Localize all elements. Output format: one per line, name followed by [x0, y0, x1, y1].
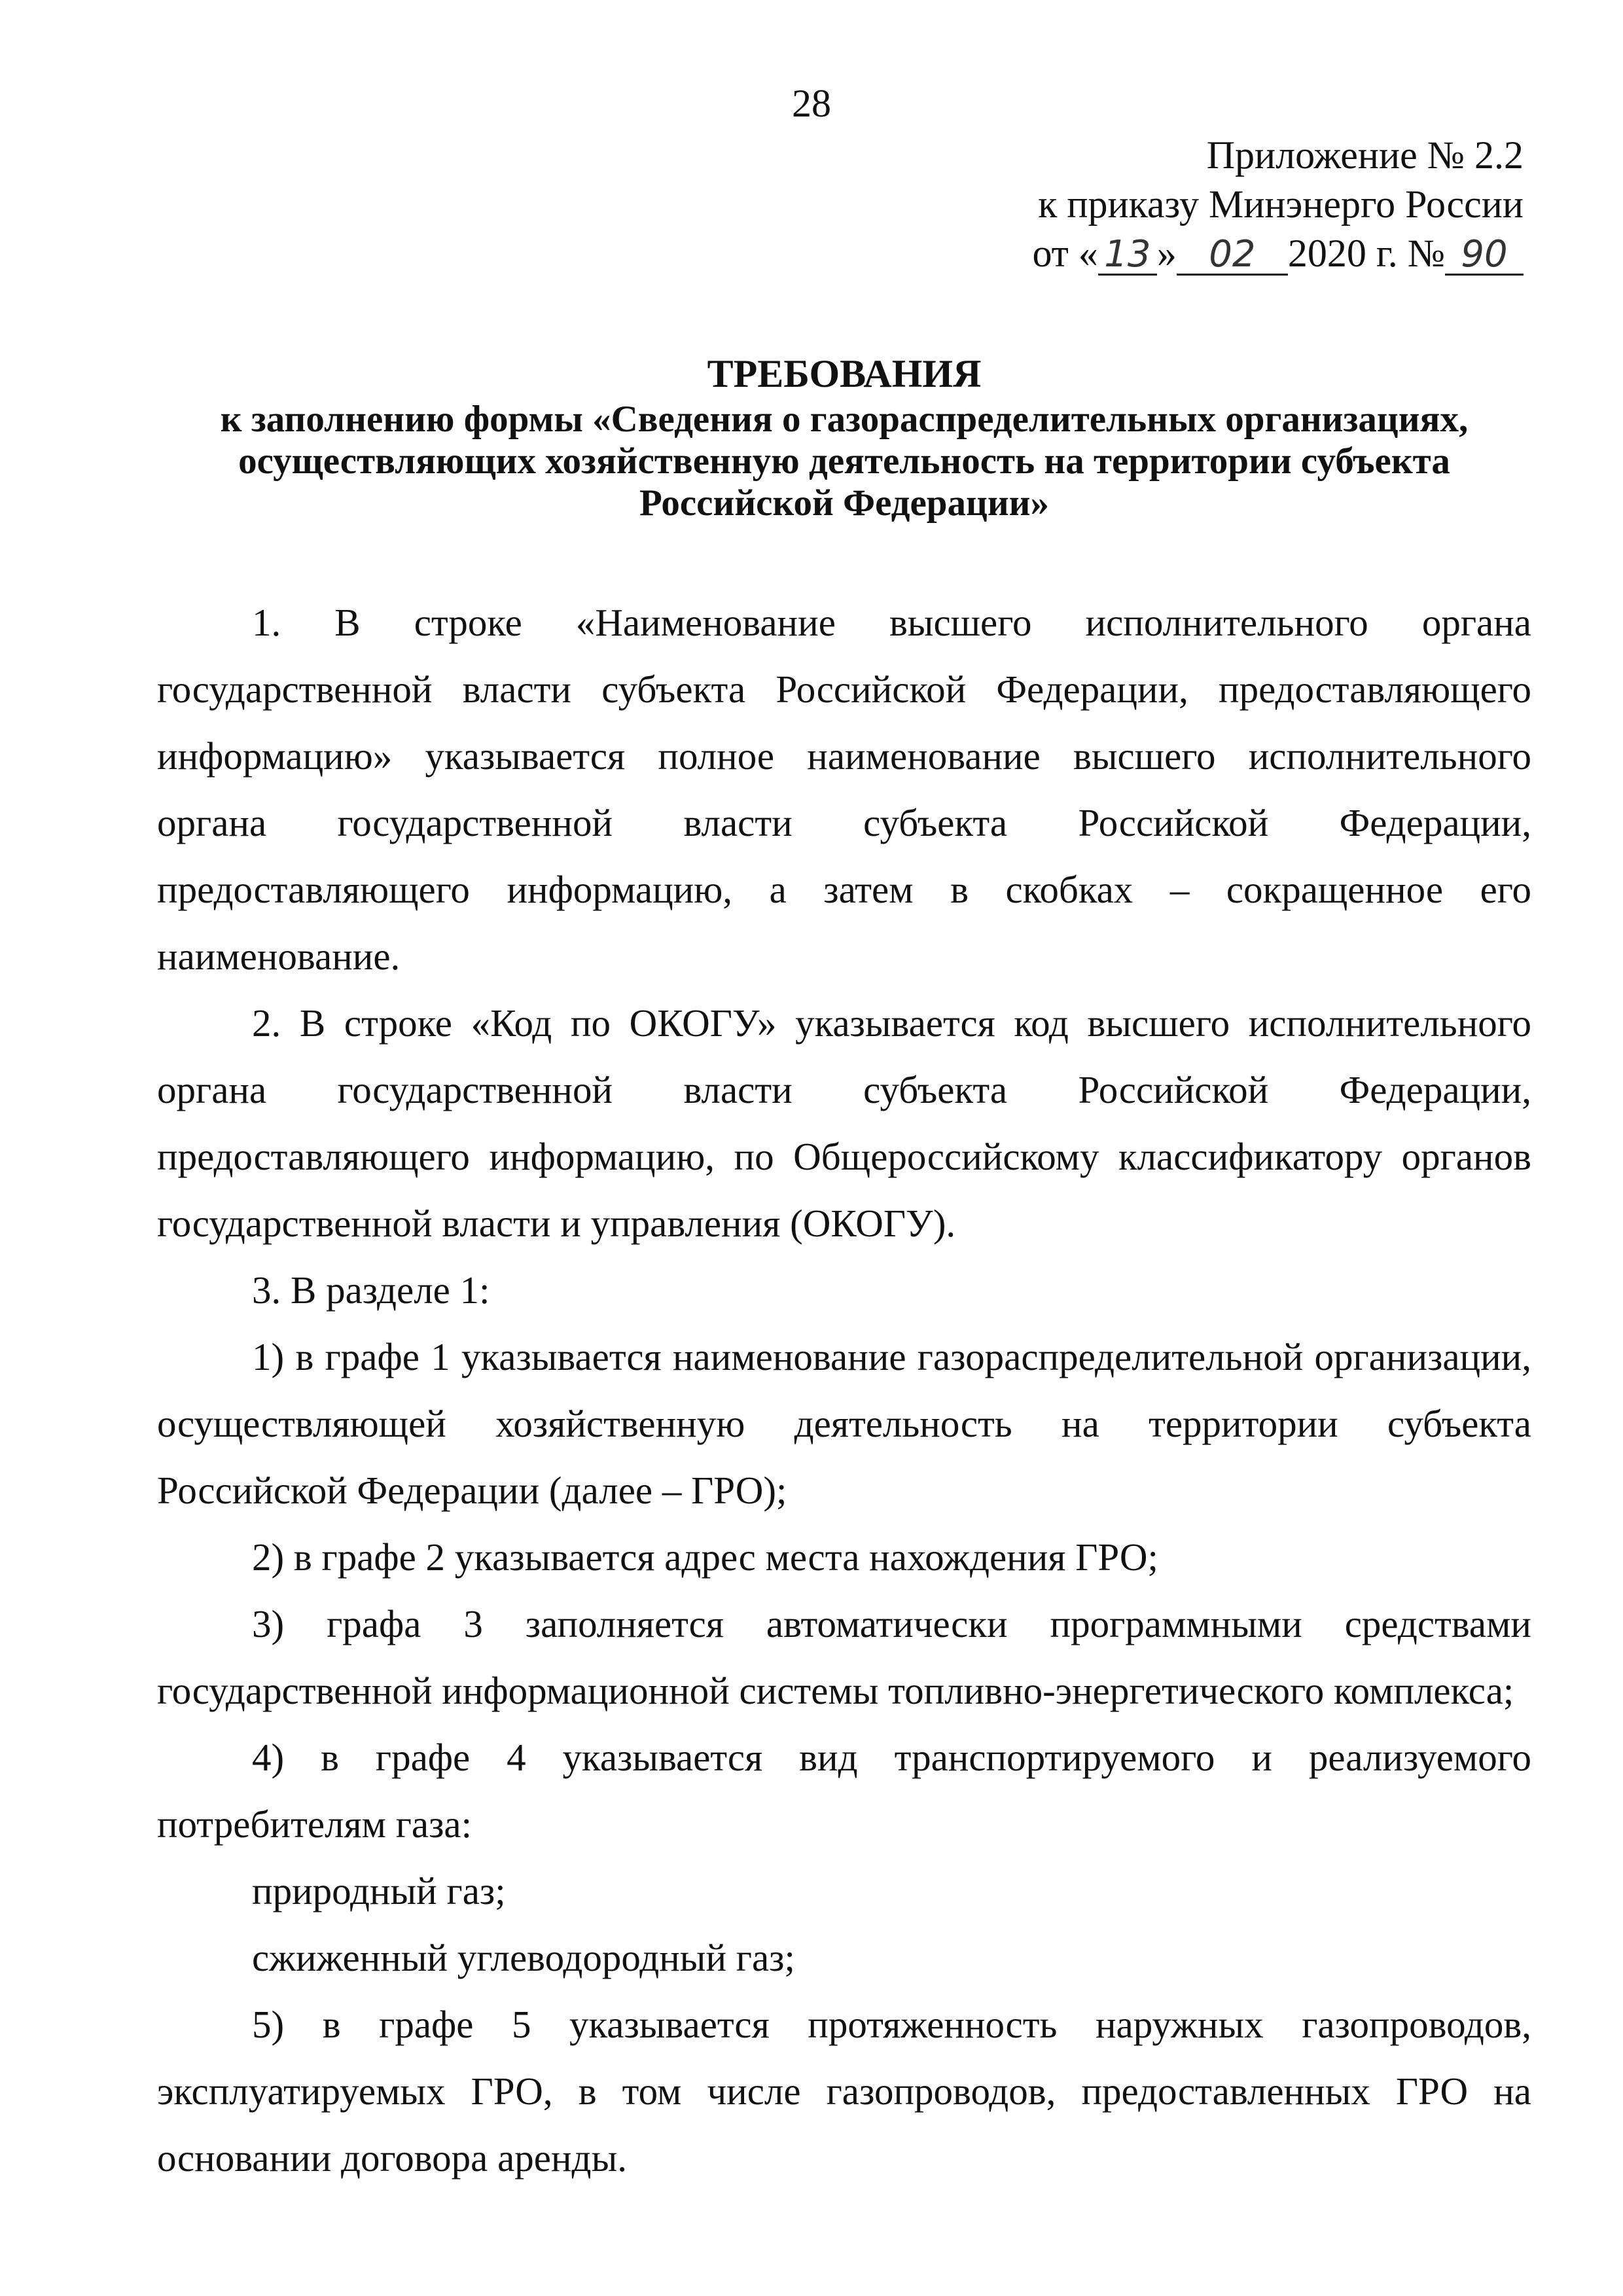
gas-type-liquefied: сжиженный углеводородный газ; [252, 1936, 795, 1979]
paragraph-3: 3. В разделе 1: [252, 1268, 490, 1312]
paragraph-2: 2. В строке «Код по ОКОГУ» указывается код высшего исполнительного органа государственной власти субъекта Российской Федерации, предоставляющего информацию, по Общероссийскому классификатору органов государственной власти и управления (ОКОГУ). [157, 1001, 1531, 1245]
appendix-order-ref: к приказу Минэнерго России [1038, 183, 1524, 226]
page-number: 28 [792, 82, 831, 125]
date-day-handwritten: 13 [1098, 236, 1157, 276]
gas-type-natural: природный газ; [252, 1869, 506, 1912]
appendix-header [869, 131, 1524, 278]
paragraph-3-item-5: 5) в графе 5 указывается протяженность наружных газопроводов, эксплуатируемых ГРО, в том числе газопроводов, предоставленных ГРО на основании договора аренды. [157, 2003, 1531, 2179]
paragraph-3-item-3: 3) графа 3 заполняется автоматически программными средствами государственной информационной системы топливно-энергетического комплекса; [157, 1602, 1531, 1712]
date-suffix: 2020 г. № [1287, 232, 1445, 275]
appendix-number: Приложение № 2.2 [1206, 134, 1524, 177]
paragraph-1: 1. В строке «Наименование высшего исполнительного органа государственной власти субъекта Российской Федерации, предоставляющего информацию» указывается полное наименование высшего исполнительного органа государственной власти субъекта Российской Федерации, предоставляющего информацию, а затем в скобках – сокращенное его наименование. [157, 601, 1531, 978]
paragraph-3-item-4: 4) в графе 4 указывается вид транспортируемого и реализуемого потребителям газа: [157, 1736, 1531, 1846]
date-month-handwritten: 02 [1177, 236, 1288, 276]
date-mid: » [1156, 232, 1177, 275]
date-prefix: от « [1032, 232, 1098, 275]
title-subtitle: к заполнению формы «Сведения о газораспределительных организациях, осуществляющих хозяйственную деятельность на территории субъекта Российской Федерации» [220, 399, 1469, 524]
title-main: ТРЕБОВАНИЯ [707, 352, 982, 395]
appendix-date-line [869, 229, 1524, 278]
document-body [157, 589, 1531, 2191]
paragraph-3-item-1: 1) в графе 1 указывается наименование газораспределительной организации, осуществляющей хозяйственную деятельность на территории субъекта Российской Федерации (далее – ГРО); [157, 1335, 1531, 1512]
paragraph-3-item-2: 2) в графе 2 указывается адрес места нахождения ГРО; [252, 1535, 1158, 1579]
document-title [157, 352, 1531, 524]
order-number-handwritten: 90 [1445, 236, 1524, 276]
